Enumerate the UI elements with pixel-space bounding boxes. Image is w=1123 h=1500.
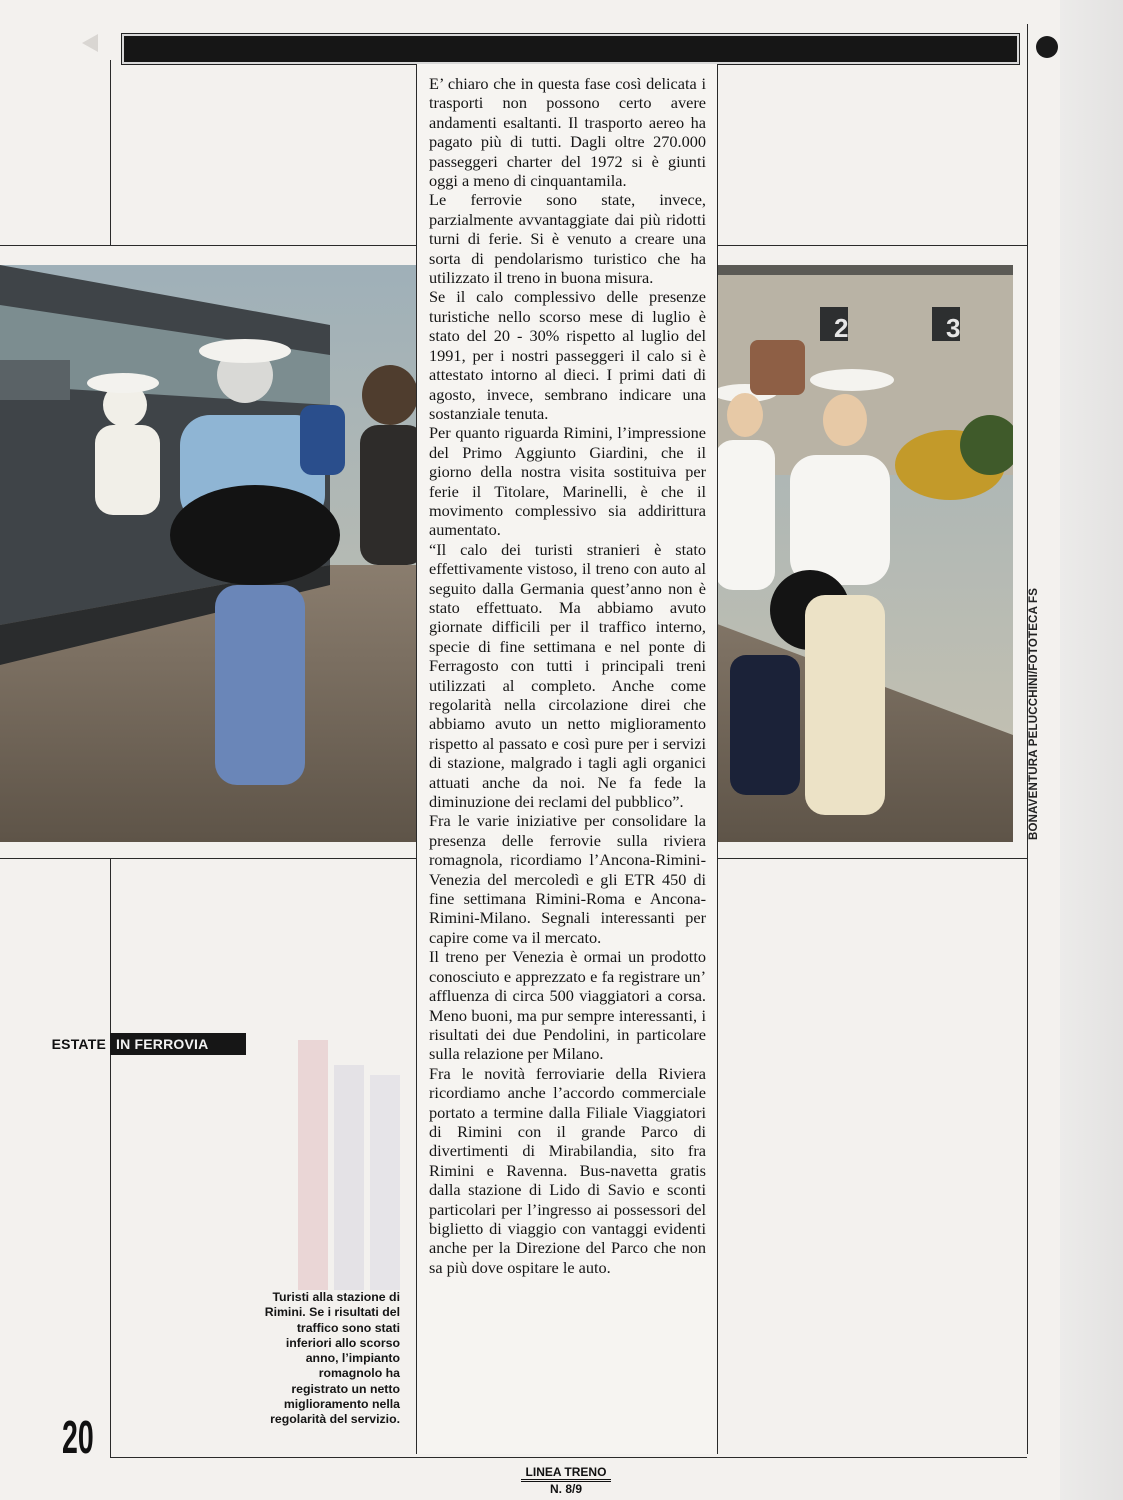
verso-bleed-bar [370, 1075, 400, 1290]
footer-issue: N. 8/9 [521, 1481, 611, 1496]
article-paragraph: Fra le novità ferroviarie della Riviera ricordiamo anche l’accordo commerciale portato a termine dalla Filiale Viaggiatori di Rimini con il grande Parco di divertimenti di Mirabilandia, sito fra Rimini e Ravenna. Bus-navetta gratis dalla stazione di Lido di Savio e sconti particolari per l’ingresso ai possessori del biglietto di viaggio con vantaggi evidenti anche per la Direzione del Parco che non sa più dove ospitare le auto. [429, 1063, 706, 1277]
page-number: 20 [62, 1411, 94, 1463]
verso-bleed-bar [298, 1040, 328, 1290]
article-paragraph: E’ chiaro che in questa fase così delicata i trasporti non possono certo avere andamenti esaltanti. Il trasporto aereo ha pagato più di tutti. Dagli oltre 270.000 passeggeri charter del 1972 si è giunti oggi a meno di cinquantamila. [429, 74, 706, 191]
article-paragraph: Per quanto riguarda Rimini, l’impressione del Primo Aggiunto Giardini, che il giorno della nostra visita sostituiva per ferie il Titolare, Marinelli, è che il movimento complessivo sia addirittura aumentato. [429, 423, 706, 540]
next-page-edge [1060, 0, 1123, 1500]
section-label-part1: ESTATE [0, 1033, 110, 1055]
footer-magazine: LINEA TRENO [521, 1465, 611, 1480]
platform-number: 3 [946, 313, 961, 343]
header-bar [122, 34, 1019, 64]
article-paragraph: Fra le varie iniziative per consolidare la presenza delle ferrovie sulla riviera romagnola, ricordiamo l’Ancona-Rimini-Venezia del mercoledì e gli ETR 450 di fine settimana Rimini-Roma e Ancona-Rimini-Milano. Segnali interessanti per capire come va il mercato. [429, 811, 706, 947]
frame-line [110, 60, 111, 245]
platform-number: 2 [834, 313, 849, 343]
footer [521, 1465, 611, 1496]
photo-credit: BONAVENTURA PELUCCHINI/FOTOTECA FS [1028, 587, 1040, 840]
article-paragraph: Le ferrovie sono state, invece, parzialmente avvantaggiate dai più ridotti turni di ferie. Si è venuto a creare una sorta di pendolarismo turistico che ha utilizzato il treno in buona misura. [429, 190, 706, 288]
frame-line [110, 1457, 1027, 1458]
frame-line [110, 858, 111, 1458]
article-paragraph: Il treno per Venezia è ormai un prodotto conosciuto e apprezzato e fa registrare un’ affluenza di circa 500 viaggiatori a corsa. Meno buoni, ma pur sempre interessanti, i risultati dei due Pendolini, in particolare sulla relazione per Milano. [429, 947, 706, 1064]
triangle-mark-icon [82, 34, 98, 52]
article-column [416, 64, 718, 1454]
article-paragraph: “Il calo dei turisti stranieri è stato effettivamente vistoso, il treno con auto al seguito dalla Germania quest’anno non è stato effettuato. Ma abbiamo avuto giornate difficili per il traffico interno, specie di fine settimana e nel ponte di Ferragosto con tutti i principali treni utilizzati al completo. Anche come regolarità nella circolazione direi che abbiamo avuto un netto miglioramento rispetto al passato e così pure per i servizi di stazione, malgrado i tagli agli organici attuati anche da noi. Ne fa fede la diminuzione dei reclami del pubblico”. [429, 539, 706, 812]
section-label [0, 1033, 246, 1055]
photo-caption: Turisti alla stazione di Rimini. Se i risultati del traffico sono stati inferiori allo scorso anno, l’impianto romagnolo ha registrato un netto miglioramento nella regolarità del servizio. [264, 1290, 400, 1427]
header-dot-icon [1036, 36, 1058, 58]
section-label-part2: IN FERROVIA [110, 1033, 246, 1055]
verso-bleed [350, 70, 412, 190]
verso-bleed-bar [334, 1065, 364, 1290]
article-paragraph: Se il calo complessivo delle presenze turistiche nello scorso mese di luglio è stato del 20 - 30% rispetto al luglio del 1991, per i nostri passeggeri il calo si è attestato intorno al dieci. I primi dati di agosto, invece, sembrano indicare una sostanziale tenuta. [429, 287, 706, 423]
